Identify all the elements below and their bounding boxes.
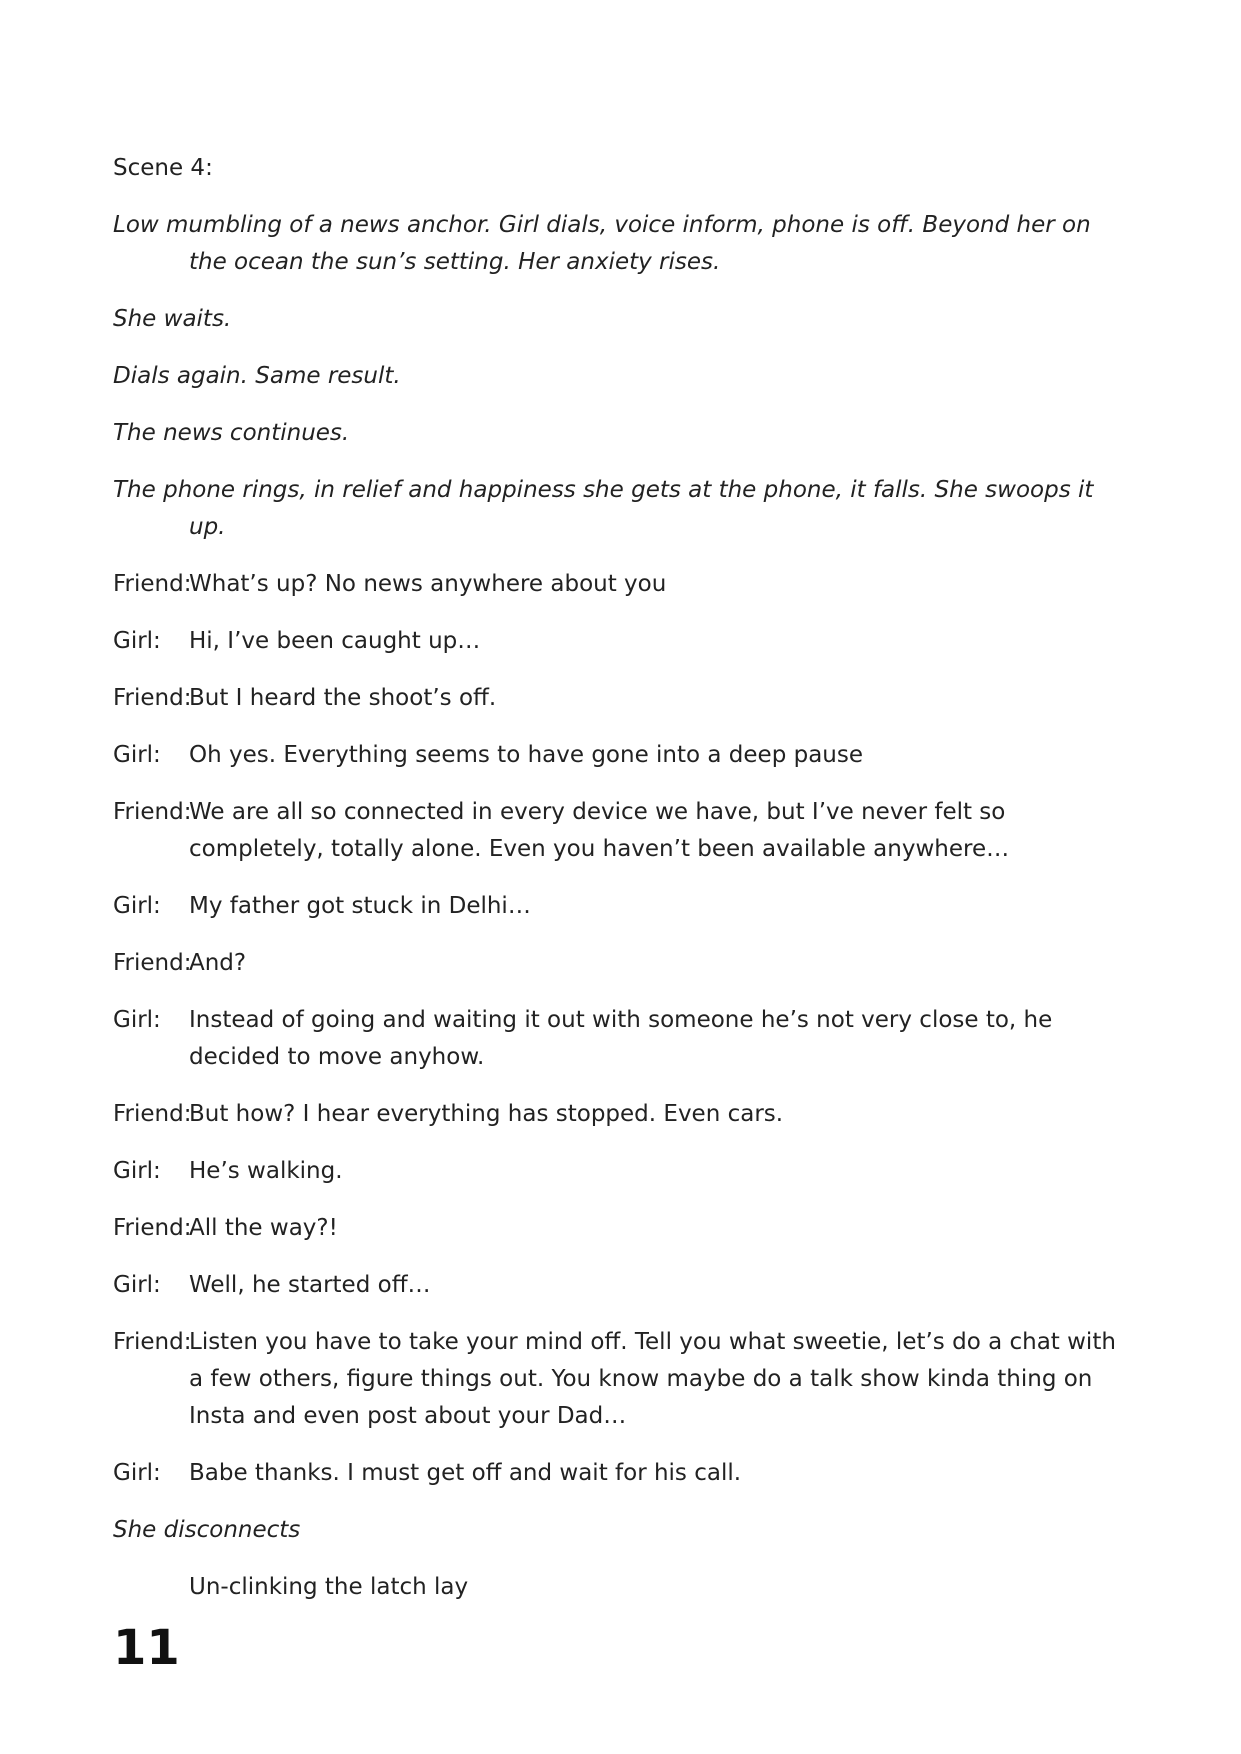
dialogue-text: We are all so connected in every device we have, but I’ve never felt so completely, totally alone. Even you haven’t been available anywhere… xyxy=(189,799,1010,862)
dialogue-line xyxy=(113,1096,1133,1133)
speaker-label: Friend: xyxy=(113,799,192,825)
speaker-label: Friend: xyxy=(113,1101,192,1127)
dialogue-text: What’s up? No news anywhere about you xyxy=(189,571,667,597)
script-body xyxy=(113,150,1133,1606)
speaker-label: Friend: xyxy=(113,1329,192,1355)
dialogue-line xyxy=(113,1267,1133,1304)
dialogue-line xyxy=(113,566,1133,603)
dialogue-line xyxy=(113,1210,1133,1247)
speaker-label: Friend: xyxy=(113,571,192,597)
dialogue-text: But I heard the shoot’s off. xyxy=(189,685,497,711)
dialogue-line xyxy=(113,1324,1133,1435)
dialogue-text: Listen you have to take your mind off. Tell you what sweetie, let’s do a chat with a few others, figure things out. You know maybe do a talk show kinda thing on Insta and even post about your Dad… xyxy=(189,1329,1116,1429)
dialogue-line xyxy=(113,737,1133,774)
speaker-label: Girl: xyxy=(113,893,161,919)
dialogue-text: Oh yes. Everything seems to have gone into a deep pause xyxy=(189,742,864,768)
stage-direction: Dials again. Same result. xyxy=(113,363,401,389)
dialogue-line xyxy=(113,794,1133,868)
speaker-label: Girl: xyxy=(113,1007,161,1033)
dialogue-text: But how? I hear everything has stopped. Even cars. xyxy=(189,1101,784,1127)
dialogue-line xyxy=(113,623,1133,660)
stage-direction: The phone rings, in relief and happiness she gets at the phone, it falls. She swoops it up. xyxy=(113,477,1094,540)
scene-heading: Scene 4: xyxy=(113,155,213,181)
dialogue-line xyxy=(113,945,1133,982)
verse-line: Un-clinking the latch lay xyxy=(189,1574,469,1600)
stage-direction: The news continues. xyxy=(113,420,350,446)
dialogue-text: And? xyxy=(189,950,247,976)
speaker-label: Girl: xyxy=(113,1158,161,1184)
dialogue-text: My father got stuck in Delhi… xyxy=(189,893,531,919)
dialogue-line xyxy=(113,1153,1133,1190)
speaker-label: Friend: xyxy=(113,685,192,711)
dialogue-text: He’s walking. xyxy=(189,1158,343,1184)
speaker-label: Girl: xyxy=(113,742,161,768)
speaker-label: Friend: xyxy=(113,950,192,976)
stage-direction: She disconnects xyxy=(113,1517,301,1543)
dialogue-line xyxy=(113,1455,1133,1492)
dialogue-text: Hi, I’ve been caught up… xyxy=(189,628,481,654)
dialogue-text: Well, he started off… xyxy=(189,1272,431,1298)
dialogue-text: All the way?! xyxy=(189,1215,338,1241)
stage-direction: Low mumbling of a news anchor. Girl dials, voice inform, phone is off. Beyond her on the ocean the sun’s setting. Her anxiety rises. xyxy=(113,212,1091,275)
stage-direction: She waits. xyxy=(113,306,232,332)
speaker-label: Friend: xyxy=(113,1215,192,1241)
speaker-label: Girl: xyxy=(113,628,161,654)
speaker-label: Girl: xyxy=(113,1460,161,1486)
dialogue-line xyxy=(113,1002,1133,1076)
speaker-label: Girl: xyxy=(113,1272,161,1298)
dialogue-text: Babe thanks. I must get off and wait for his call. xyxy=(189,1460,742,1486)
page-number: 11 xyxy=(113,1620,180,1676)
dialogue-line xyxy=(113,888,1133,925)
dialogue-text: Instead of going and waiting it out with someone he’s not very close to, he decided to move anyhow. xyxy=(189,1007,1053,1070)
dialogue-line xyxy=(113,680,1133,717)
